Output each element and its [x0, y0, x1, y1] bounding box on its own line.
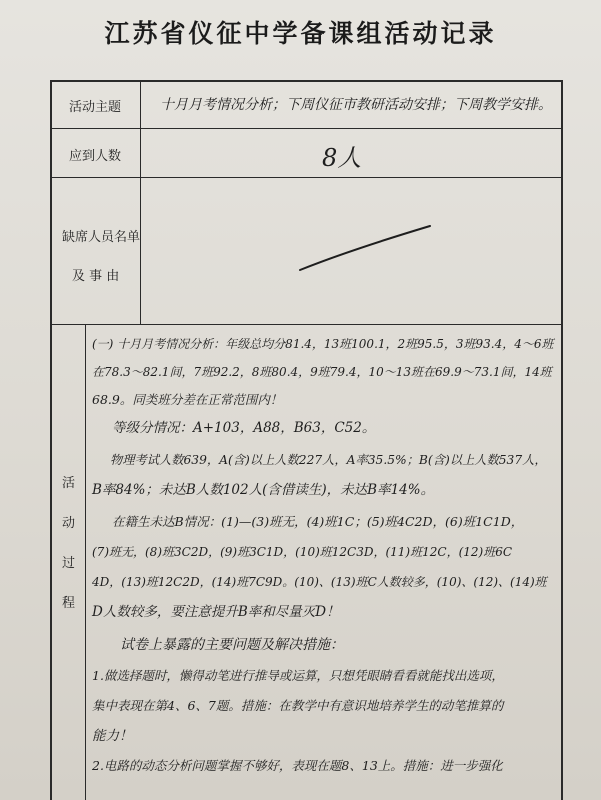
attendance-label: 应到人数 [69, 149, 122, 164]
record-form [50, 80, 563, 800]
topic-value: 十月月考情况分析；下周仪征市教研活动安排；下周教学安排。 [160, 97, 552, 113]
absent-label-line2: 及 事 由 [72, 269, 120, 284]
process-line: 物理考试人数639，A(含)以上人数227人，A率35.5%；B(含)以上人数537人， [110, 453, 547, 467]
absent-strike-mark [290, 220, 440, 280]
process-line: 等级分情况：A+103，A88，B63，C52。 [112, 420, 376, 436]
page-title: 江苏省仪征中学备课组活动记录 [104, 19, 497, 48]
process-line: 68.9。同类班分差在正常范围内！ [92, 392, 283, 407]
process-line: 2.电路的动态分析问题掌握不够好，表现在题8、13上。措施：进一步强化 [92, 758, 503, 773]
process-line: 能力！ [92, 728, 133, 744]
column-divider [140, 80, 141, 324]
row-divider-3 [50, 324, 563, 325]
table-border-top [50, 80, 563, 82]
topic-label: 活动主题 [69, 100, 122, 115]
process-line: D人数较多，要注意提升B率和尽量灭D！ [92, 604, 340, 620]
process-line: 1.做选择题时，懒得动笔进行推导或运算，只想凭眼睛看看就能找出选项， [92, 668, 504, 683]
process-line: 试卷上暴露的主要问题及解决措施： [120, 637, 344, 653]
process-line: (7)班无，(8)班3C2D，(9)班3C1D，(10)班12C3D，(11)班12C，(12)班6C [92, 545, 513, 559]
table-border-right [561, 80, 563, 800]
process-line: B率84%；未达B人数102人(含借读生)，未达B率14%。 [92, 482, 435, 498]
table-border-left [50, 80, 52, 800]
process-label-char-4: 程 [62, 596, 76, 611]
process-label-char-3: 过 [62, 556, 76, 571]
process-line: 4D，(13)班12C2D，(14)班7C9D。(10)、(13)班C人数较多，(10)、(12)、(14)班 [92, 575, 547, 589]
attendance-value: 8人 [322, 144, 362, 172]
process-label-char-1: 活 [62, 476, 76, 491]
absent-label-line1: 缺席人员名单 [62, 230, 141, 245]
process-line: (一) 十月月考情况分析：年级总均分81.4，13班100.1，2班95.5，3班93.4，4～6班 [92, 337, 554, 351]
process-line: 在78.3～82.1间，7班92.2，8班80.4，9班79.4，10～13班在69.9～73.1间，14班 [92, 365, 552, 379]
row-divider-2 [50, 177, 563, 178]
process-line: 在籍生未达B情况：(1)—(3)班无，(4)班1C；(5)班4C2D，(6)班1C1D， [112, 514, 524, 529]
process-label-char-2: 动 [62, 516, 76, 531]
process-column-divider [85, 324, 86, 800]
row-divider-1 [50, 128, 563, 129]
process-line: 集中表现在第4、6、7题。措施：在教学中有意识地培养学生的动笔推算的 [92, 698, 504, 713]
